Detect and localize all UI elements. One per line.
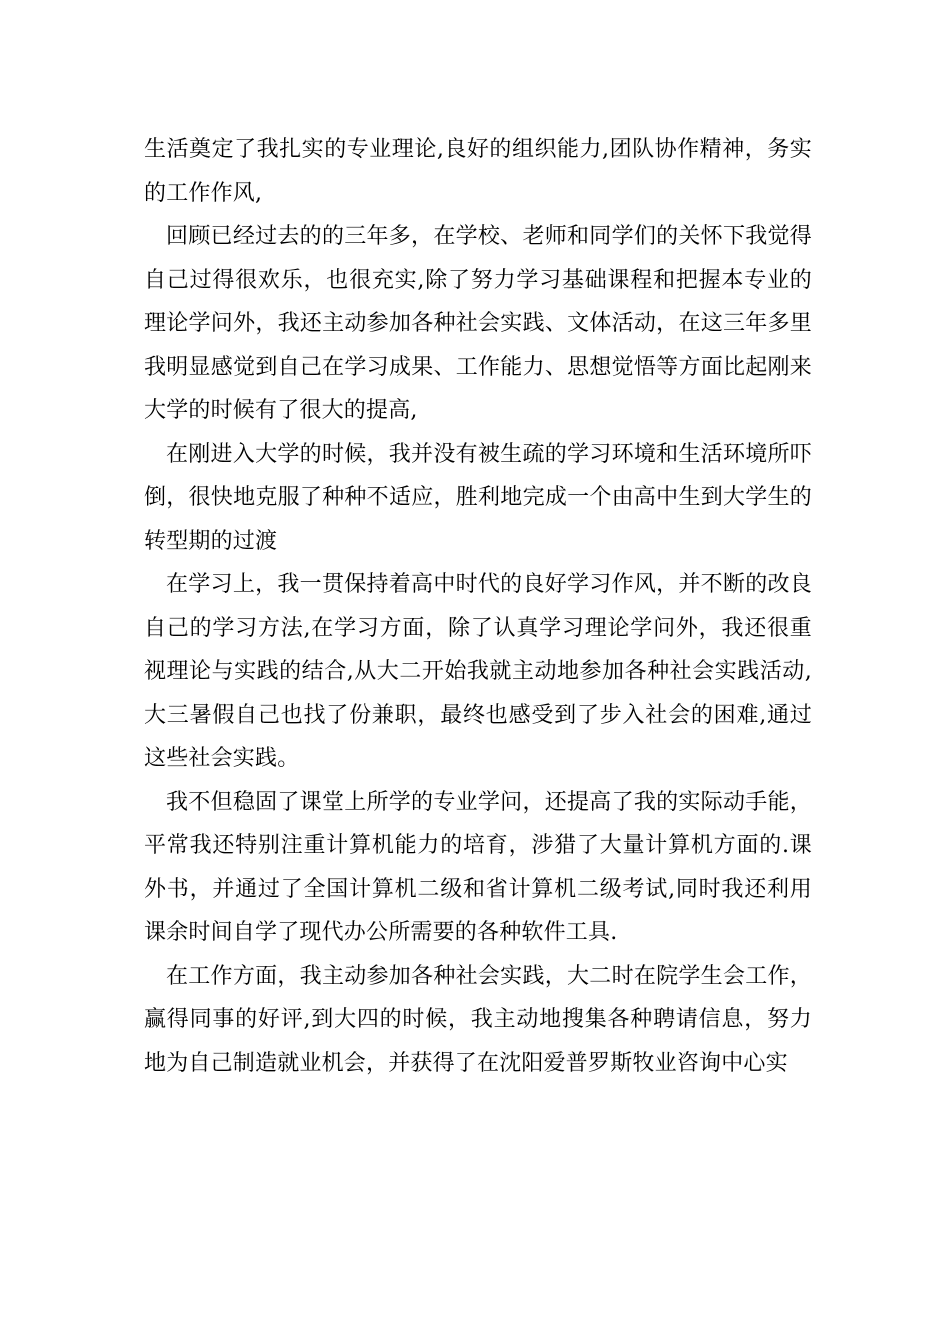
paragraph-2: 回顾已经过去的的三年多，在学校、老师和同学们的关怀下我觉得自己过得很欢乐，也很充实,除了努力学习基础课程和把握本专业的理论学问外，我还主动参加各种社会实践、文体活动，在这三年多里我明显感觉到自己在学习成果、工作能力、思想觉悟等方面比起刚来大学的时候有了很大的提高, [144, 224, 812, 423]
paragraph-6: 在工作方面，我主动参加各种社会实践，大二时在院学生会工作，赢得同事的好评,到大四的时候，我主动地搜集各种聘请信息，努力地为自己制造就业机会，并获得了在沈阳爱普罗斯牧业咨询中心实 [144, 963, 812, 1076]
paragraph-4: 在学习上，我一贯保持着高中时代的良好学习作风，并不断的改良自己的学习方法,在学习方面，除了认真学习理论学问外，我还很重视理论与实践的结合,从大二开始我就主动地参加各种社会实践活动,大三暑假自己也找了份兼职，最终也感受到了步入社会的困难,通过这些社会实践。 [144, 572, 812, 771]
paragraph-5: 我不但稳固了课堂上所学的专业学问，还提高了我的实际动手能，平常我还特别注重计算机能力的培育，涉猎了大量计算机方面的.课外书，并通过了全国计算机二级和省计算机二级考试,同时我还利用课余时间自学了现代办公所需要的各种软件工具. [144, 789, 812, 945]
document-body [144, 128, 812, 1085]
paragraph-1: 生活奠定了我扎实的专业理论,良好的组织能力,团队协作精神，务实的工作作风, [144, 137, 812, 206]
paragraph-3: 在刚进入大学的时候，我并没有被生疏的学习环境和生活环境所吓倒，很快地克服了种种不适应，胜利地完成一个由高中生到大学生的转型期的过渡 [144, 441, 812, 554]
